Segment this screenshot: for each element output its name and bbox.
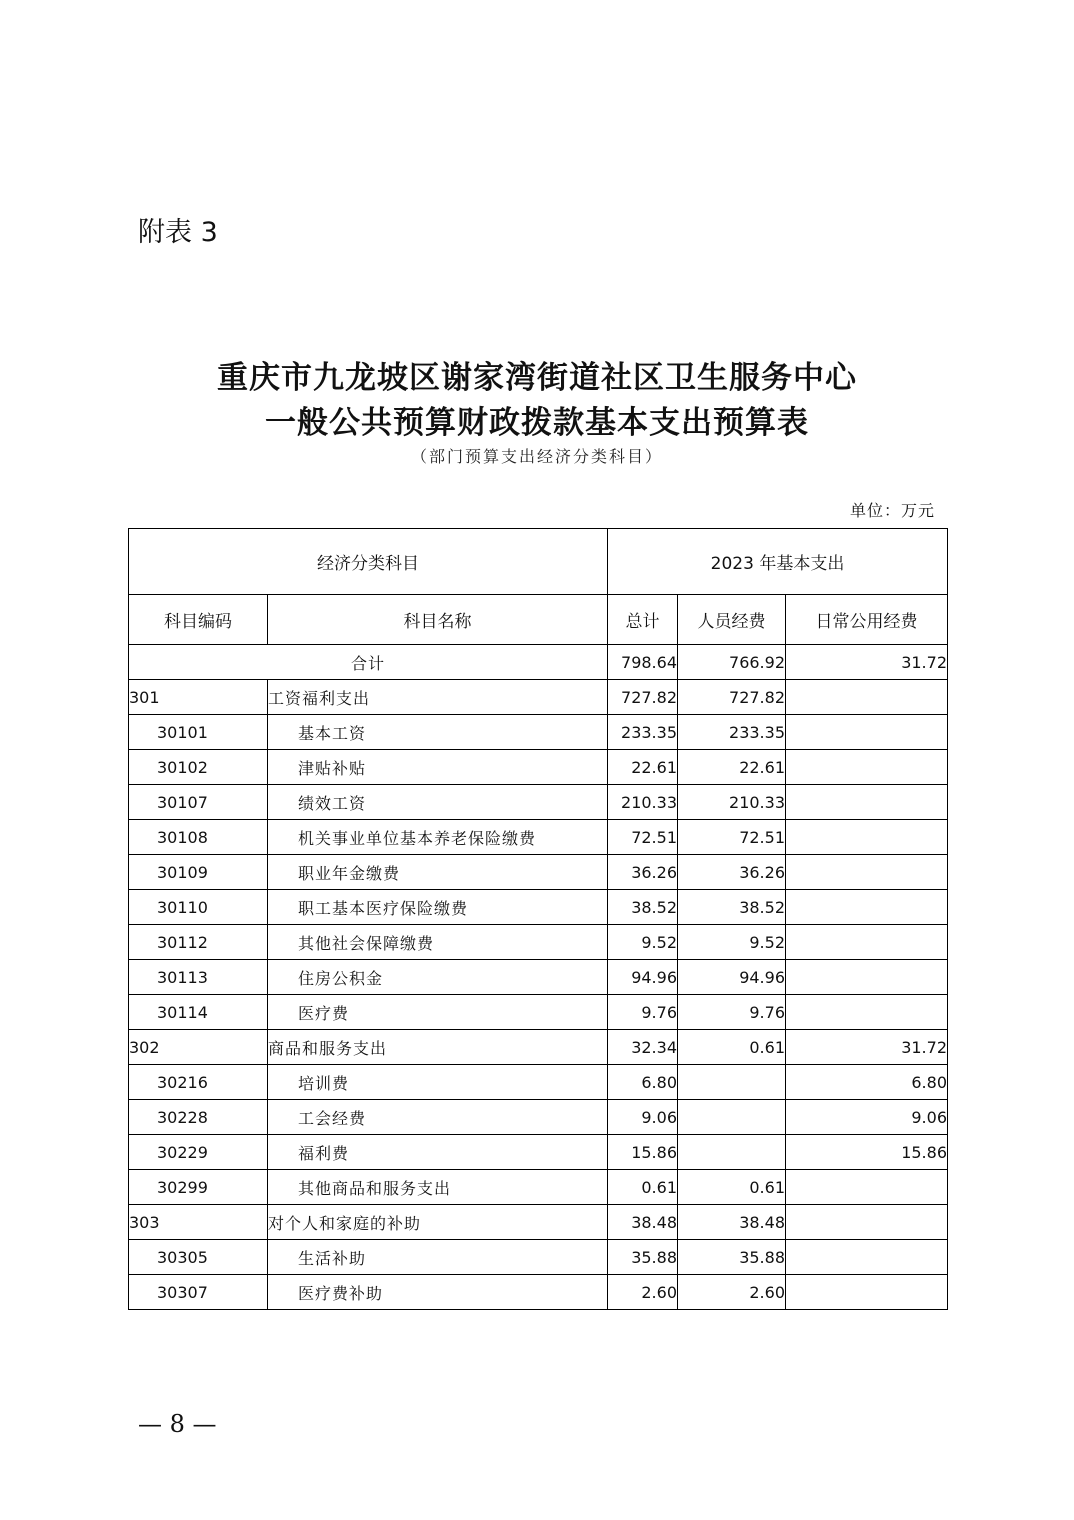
document-subtitle: （部门预算支出经济分类科目）: [410, 447, 663, 466]
table-row: [129, 1240, 948, 1275]
table-body: [129, 645, 948, 1310]
row-total: 38.48: [608, 1205, 678, 1240]
row-public: [786, 960, 948, 995]
row-code: 30101: [129, 715, 268, 750]
row-personnel: 72.51: [678, 820, 786, 855]
column-header-personnel: 人员经费: [678, 595, 786, 645]
row-name: 对个人和家庭的补助: [268, 1205, 608, 1240]
row-name: 商品和服务支出: [268, 1030, 608, 1065]
row-personnel: 0.61: [678, 1170, 786, 1205]
row-personnel: 38.52: [678, 890, 786, 925]
row-public: [786, 715, 948, 750]
row-total: 9.52: [608, 925, 678, 960]
row-code: 30108: [129, 820, 268, 855]
row-code: 30228: [129, 1100, 268, 1135]
row-total: 727.82: [608, 680, 678, 715]
row-code: 303: [129, 1205, 268, 1240]
row-personnel: 233.35: [678, 715, 786, 750]
column-header-name: 科目名称: [268, 595, 608, 645]
row-public: [786, 750, 948, 785]
row-total: 94.96: [608, 960, 678, 995]
row-public: [786, 1240, 948, 1275]
row-code: 30109: [129, 855, 268, 890]
row-name: 医疗费: [268, 995, 608, 1030]
table-group-header-row: [129, 529, 948, 595]
row-personnel: 35.88: [678, 1240, 786, 1275]
attachment-label: 附表 3: [138, 217, 218, 248]
row-code: 30112: [129, 925, 268, 960]
group-header-category: 经济分类科目: [129, 529, 608, 595]
row-total: 6.80: [608, 1065, 678, 1100]
row-total: 38.52: [608, 890, 678, 925]
row-total: 36.26: [608, 855, 678, 890]
row-public: [786, 925, 948, 960]
table-row: [129, 1205, 948, 1240]
row-name: 生活补助: [268, 1240, 608, 1275]
page-number: — 8 —: [138, 1410, 217, 1438]
row-personnel: 36.26: [678, 855, 786, 890]
row-personnel: 210.33: [678, 785, 786, 820]
table-row: [129, 680, 948, 715]
table-row: [129, 820, 948, 855]
row-total: 22.61: [608, 750, 678, 785]
row-personnel: [678, 1135, 786, 1170]
row-total: 35.88: [608, 1240, 678, 1275]
row-name: 培训费: [268, 1065, 608, 1100]
table-row: [129, 995, 948, 1030]
row-personnel: 38.48: [678, 1205, 786, 1240]
column-header-total: 总计: [608, 595, 678, 645]
row-name: 基本工资: [268, 715, 608, 750]
row-public: [786, 680, 948, 715]
row-name: 工会经费: [268, 1100, 608, 1135]
row-code: 30113: [129, 960, 268, 995]
row-public: [786, 1205, 948, 1240]
row-name: 职业年金缴费: [268, 855, 608, 890]
row-public: [786, 785, 948, 820]
row-name: 医疗费补助: [268, 1275, 608, 1310]
row-name: 机关事业单位基本养老保险缴费: [268, 820, 608, 855]
table-row: [129, 750, 948, 785]
row-personnel: 9.76: [678, 995, 786, 1030]
unit-label: 单位：万元: [849, 501, 935, 520]
row-code: 30110: [129, 890, 268, 925]
row-code: 30107: [129, 785, 268, 820]
row-total: 2.60: [608, 1275, 678, 1310]
row-code: 30114: [129, 995, 268, 1030]
row-total: 9.06: [608, 1100, 678, 1135]
row-public: 9.06: [786, 1100, 948, 1135]
row-personnel: 2.60: [678, 1275, 786, 1310]
row-name: 福利费: [268, 1135, 608, 1170]
total-sum: 798.64: [608, 645, 678, 680]
row-code: 301: [129, 680, 268, 715]
column-header-code: 科目编码: [129, 595, 268, 645]
row-name: 绩效工资: [268, 785, 608, 820]
row-name: 住房公积金: [268, 960, 608, 995]
row-code: 30216: [129, 1065, 268, 1100]
table-column-header-row: [129, 595, 948, 645]
row-total: 9.76: [608, 995, 678, 1030]
table-row: [129, 890, 948, 925]
table-row: [129, 1030, 948, 1065]
total-public: 31.72: [786, 645, 948, 680]
row-name: 津贴补贴: [268, 750, 608, 785]
table-row: [129, 1135, 948, 1170]
total-personnel: 766.92: [678, 645, 786, 680]
row-personnel: 727.82: [678, 680, 786, 715]
row-name: 职工基本医疗保险缴费: [268, 890, 608, 925]
row-personnel: 9.52: [678, 925, 786, 960]
table-row: [129, 855, 948, 890]
row-public: [786, 890, 948, 925]
row-total: 72.51: [608, 820, 678, 855]
row-personnel: [678, 1065, 786, 1100]
row-total: 210.33: [608, 785, 678, 820]
row-public: 15.86: [786, 1135, 948, 1170]
row-public: [786, 855, 948, 890]
column-header-public: 日常公用经费: [786, 595, 948, 645]
row-total: 15.86: [608, 1135, 678, 1170]
total-row: [129, 645, 948, 680]
row-public: [786, 995, 948, 1030]
row-name: 工资福利支出: [268, 680, 608, 715]
document-title-line2: 一般公共预算财政拨款基本支出预算表: [265, 405, 809, 441]
row-code: 302: [129, 1030, 268, 1065]
row-code: 30102: [129, 750, 268, 785]
row-public: [786, 1170, 948, 1205]
row-personnel: 94.96: [678, 960, 786, 995]
table-row: [129, 715, 948, 750]
table-row: [129, 1170, 948, 1205]
budget-table: [128, 528, 948, 1310]
row-code: 30299: [129, 1170, 268, 1205]
row-public: [786, 1275, 948, 1310]
row-public: [786, 820, 948, 855]
table-row: [129, 1065, 948, 1100]
row-name: 其他商品和服务支出: [268, 1170, 608, 1205]
group-header-year: 2023 年基本支出: [608, 529, 948, 595]
row-code: 30307: [129, 1275, 268, 1310]
row-name: 其他社会保障缴费: [268, 925, 608, 960]
row-total: 233.35: [608, 715, 678, 750]
row-personnel: 22.61: [678, 750, 786, 785]
row-personnel: [678, 1100, 786, 1135]
row-total: 0.61: [608, 1170, 678, 1205]
row-personnel: 0.61: [678, 1030, 786, 1065]
table-row: [129, 1275, 948, 1310]
table-row: [129, 925, 948, 960]
row-public: 6.80: [786, 1065, 948, 1100]
total-label: 合计: [129, 645, 608, 680]
table-row: [129, 960, 948, 995]
row-public: 31.72: [786, 1030, 948, 1065]
row-code: 30305: [129, 1240, 268, 1275]
table-row: [129, 785, 948, 820]
document-title-line1: 重庆市九龙坡区谢家湾街道社区卫生服务中心: [217, 360, 857, 396]
table-row: [129, 1100, 948, 1135]
row-code: 30229: [129, 1135, 268, 1170]
row-total: 32.34: [608, 1030, 678, 1065]
